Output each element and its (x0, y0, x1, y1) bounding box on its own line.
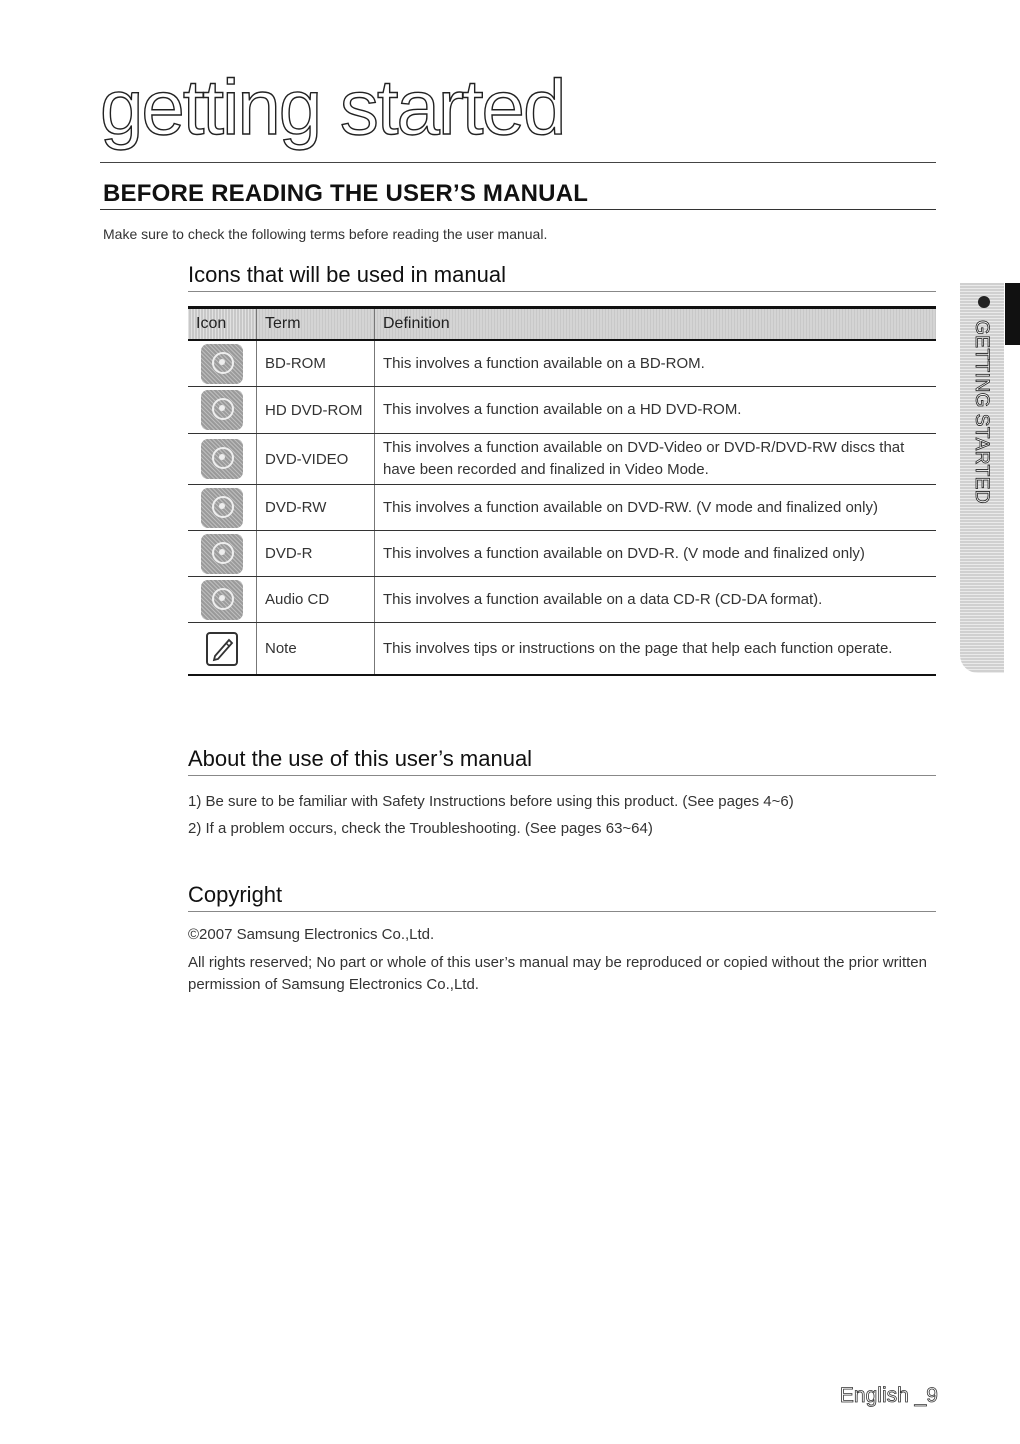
copyright-rights-text: All rights reserved; No part or whole of this user’s manual may be reproduced or copied without the prior written permission of Samsung Electronics Co.,Ltd. (188, 954, 927, 993)
intro-text: Make sure to check the following terms before reading the user manual. (103, 226, 548, 242)
copyright-section-heading: Copyright (188, 882, 283, 907)
bd-rom-disc-icon (201, 344, 243, 384)
term-cell: Audio CD (257, 577, 375, 623)
term-cell: BD-ROM (257, 340, 375, 387)
audio-cd-disc-icon (201, 580, 243, 620)
definition-cell: This involves a function available on a HD DVD-ROM. (375, 387, 937, 434)
about-section-rule (188, 775, 936, 776)
table-row (188, 531, 936, 577)
about-list (188, 788, 794, 842)
bullet-dot-icon (978, 296, 990, 308)
term-cell: Note (257, 623, 375, 676)
definition-cell: This involves a function available on DVD-RW. (V mode and finalized only) (375, 485, 937, 531)
note-pencil-icon (204, 629, 240, 669)
table-row (188, 577, 936, 623)
table-row (188, 340, 936, 387)
dvd-video-disc-icon (201, 439, 243, 479)
main-heading: BEFORE READING THE USER’S MANUAL (103, 180, 589, 207)
list-item: 2) If a problem occurs, check the Troubleshooting. (See pages 63~64) (188, 820, 653, 837)
term-cell: DVD-R (257, 531, 375, 577)
copyright-section-rule (188, 911, 936, 912)
definition-cell: This involves a function available on DVD-R. (V mode and finalized only) (375, 531, 937, 577)
term-cell: DVD-VIDEO (257, 434, 375, 485)
icons-table (188, 306, 936, 676)
header-icon: Icon (188, 308, 257, 341)
hd-dvd-rom-disc-icon (201, 390, 243, 430)
header-definition: Definition (375, 308, 937, 341)
side-tab-label: GETTING STARTED (971, 320, 992, 505)
dvd-rw-disc-icon (201, 488, 243, 528)
page-footer: English _9 (839, 1384, 938, 1407)
term-cell: DVD-RW (257, 485, 375, 531)
title-rule (100, 162, 936, 163)
table-row (188, 387, 936, 434)
table-row (188, 623, 936, 676)
side-tab-marker (1005, 283, 1020, 345)
header-term: Term (257, 308, 375, 341)
copyright-line: ©2007 Samsung Electronics Co.,Ltd. (188, 926, 435, 943)
dvd-r-disc-icon (201, 534, 243, 574)
main-heading-rule (100, 209, 936, 210)
icons-section-heading: Icons that will be used in manual (188, 262, 506, 287)
table-row (188, 434, 936, 485)
definition-cell: This involves a function available on a BD-ROM. (375, 340, 937, 387)
table-row (188, 485, 936, 531)
definition-cell: This involves a function available on DVD-Video or DVD-R/DVD-RW discs that have been recorded and finalized in Video Mode. (375, 434, 937, 485)
list-item: 1) Be sure to be familiar with Safety Instructions before using this product. (See pages 4~6) (188, 793, 794, 810)
about-section-heading: About the use of this user’s manual (188, 746, 533, 771)
table-header-row (188, 308, 936, 341)
term-cell: HD DVD-ROM (257, 387, 375, 434)
definition-cell: This involves a function available on a data CD-R (CD-DA format). (375, 577, 937, 623)
page-title: getting started (100, 63, 565, 151)
icons-section-rule (188, 291, 936, 292)
definition-cell: This involves tips or instructions on the page that help each function operate. (375, 623, 937, 676)
